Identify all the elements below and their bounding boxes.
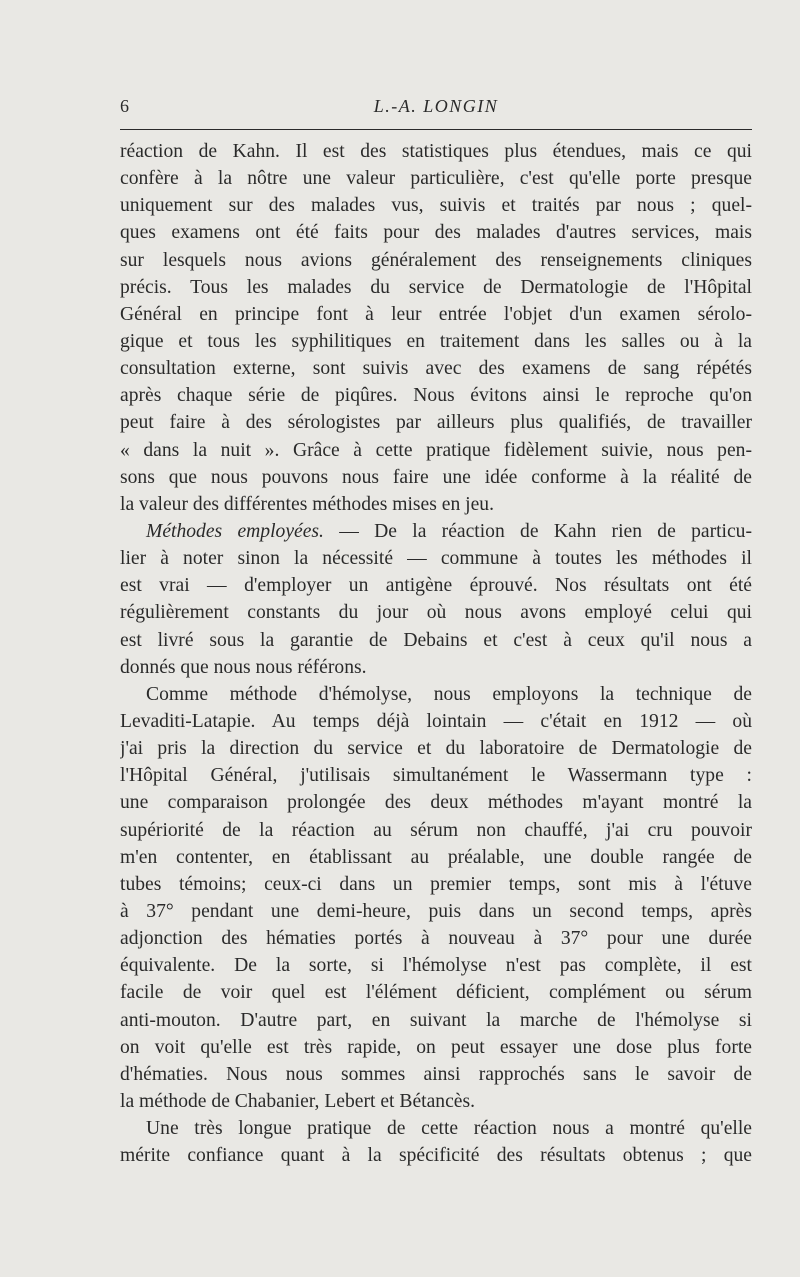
text-line xyxy=(120,518,752,545)
paragraph xyxy=(120,518,752,681)
text-line: facile de voir quel est l'élément déficient, complément ou sérum xyxy=(120,982,752,1004)
text-line: Une très longue pratique de cette réaction nous a montré qu'elle xyxy=(146,1118,752,1140)
text-line: confère à la nôtre une valeur particulière, c'est qu'elle porte presque xyxy=(120,168,752,190)
text-line: équivalente. De la sorte, si l'hémolyse n'est pas complète, il est xyxy=(120,955,752,977)
text-line: Levaditi-Latapie. Au temps déjà lointain — c'était en 1912 — où xyxy=(120,710,752,732)
text-line: on voit qu'elle est très rapide, on peut essayer une dose plus forte xyxy=(120,1036,752,1058)
text-line: anti-mouton. D'autre part, en suivant la marche de l'hémolyse si xyxy=(120,1009,752,1031)
running-head: L.-A. LONGIN xyxy=(373,96,499,116)
paragraph xyxy=(120,1115,752,1169)
header-rule xyxy=(120,129,752,130)
text-line: adjonction des hématies portés à nouveau à 37° pour une durée xyxy=(120,928,752,950)
text-line: gique et tous les syphilitiques en traitement dans les salles ou à la xyxy=(120,330,752,352)
page-header xyxy=(120,96,752,120)
section-heading-inline: Méthodes employées. xyxy=(146,520,324,542)
text-fragment: — De la réaction de Kahn rien de particu- xyxy=(323,520,752,542)
text-line: peut faire à des sérologistes par ailleurs plus qualifiés, de travailler xyxy=(120,412,752,434)
text-line: la méthode de Chabanier, Lebert et Bétancès. xyxy=(120,1090,476,1112)
text-line: sur lesquels nous avions généralement des renseignements cliniques xyxy=(120,249,752,271)
text-line: « dans la nuit ». Grâce à cette pratique fidèlement suivie, nous pen- xyxy=(120,439,752,461)
text-line: tubes témoins; ceux-ci dans un premier temps, sont mis à l'étuve xyxy=(120,873,752,895)
text-line: est livré sous la garantie de Debains et c'est à ceux qu'il nous a xyxy=(120,629,752,651)
text-line: Comme méthode d'hémolyse, nous employons la technique de xyxy=(146,683,752,705)
text-line: l'Hôpital Général, j'utilisais simultanément le Wassermann type : xyxy=(120,765,752,787)
body-text xyxy=(120,138,752,1169)
text-line: supériorité de la réaction au sérum non chauffé, j'ai cru pouvoir xyxy=(120,819,752,841)
text-line: ques examens ont été faits pour des malades d'autres services, mais xyxy=(120,222,752,244)
text-line: mérite confiance quant à la spécificité des résultats obtenus ; que xyxy=(120,1145,752,1167)
paragraph xyxy=(120,138,752,518)
text-line: sons que nous pouvons nous faire une idée conforme à la réalité de xyxy=(120,466,752,488)
text-line: m'en contenter, en établissant au préalable, une double rangée de xyxy=(120,846,752,868)
text-line: lier à noter sinon la nécessité — commune à toutes les méthodes il xyxy=(120,548,752,570)
text-line: régulièrement constants du jour où nous avons employé celui qui xyxy=(120,602,752,624)
page-number: 6 xyxy=(120,96,129,116)
text-line: d'hématies. Nous nous sommes ainsi rapprochés sans le savoir de xyxy=(120,1063,752,1085)
text-line: réaction de Kahn. Il est des statistiques plus étendues, mais ce qui xyxy=(120,141,752,162)
text-line: j'ai pris la direction du service et du laboratoire de Dermatologie de xyxy=(120,738,752,760)
text-line: est vrai — d'employer un antigène éprouvé. Nos résultats ont été xyxy=(120,575,752,597)
text-line: une comparaison prolongée des deux méthodes m'ayant montré la xyxy=(120,792,752,814)
text-line: la valeur des différentes méthodes mises en jeu. xyxy=(120,493,494,515)
text-line: à 37° pendant une demi-heure, puis dans un second temps, après xyxy=(120,900,752,922)
text-line: précis. Tous les malades du service de Dermatologie de l'Hôpital xyxy=(120,276,752,298)
text-line: consultation externe, sont suivis avec des examens de sang répétés xyxy=(120,358,752,380)
text-line: uniquement sur des malades vus, suivis et traités par nous ; quel- xyxy=(120,195,752,217)
text-line: après chaque série de piqûres. Nous évitons ainsi le reproche qu'on xyxy=(120,385,752,407)
paragraph xyxy=(120,681,752,1115)
text-line: Général en principe font à leur entrée l'objet d'un examen sérolo- xyxy=(120,303,752,325)
text-line: donnés que nous nous référons. xyxy=(120,656,367,678)
